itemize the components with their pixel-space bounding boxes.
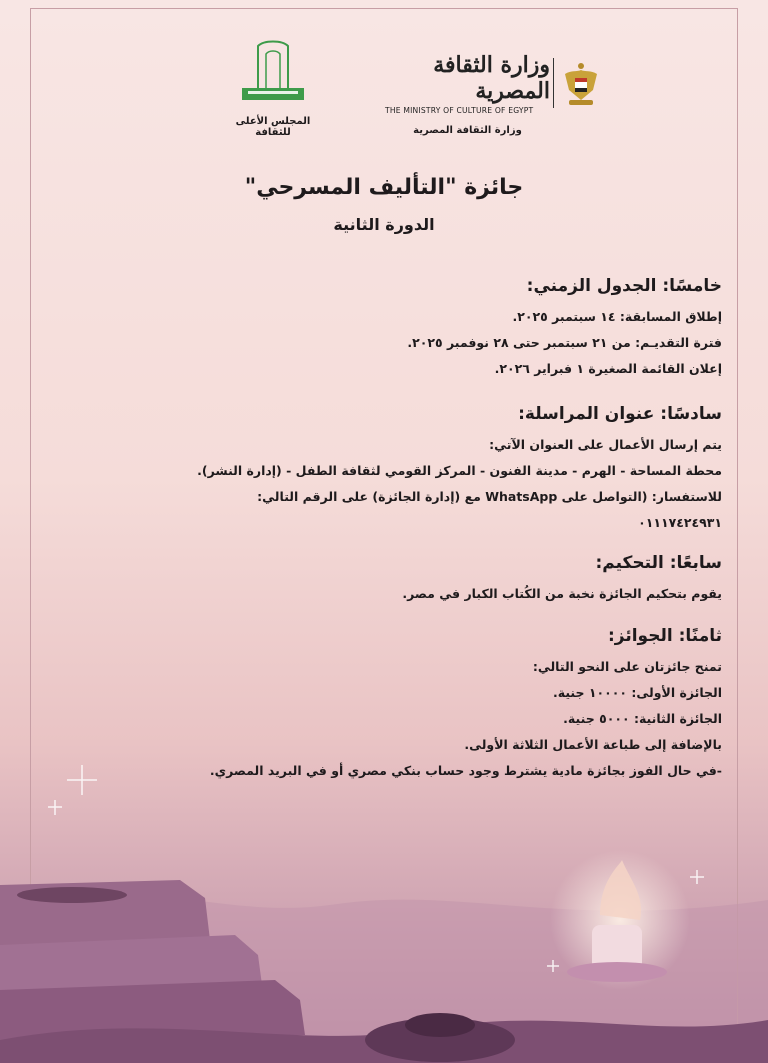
section-line: تمنح جائزتان على النحو التالي: bbox=[532, 659, 722, 674]
section-line: الجائزة الأولى: ١٠٠٠٠ جنية. bbox=[553, 685, 722, 700]
section-line: بالإضافة إلى طباعة الأعمال الثلاثة الأولى. bbox=[464, 737, 722, 752]
section-mailing-address bbox=[122, 402, 722, 536]
section-line: للاستفسار: (التواصل على WhatsApp مع (إدارة الجائزة) على الرقم التالي: bbox=[257, 489, 722, 504]
phone-number: ٠١١١٧٤٢٤٩٣١ bbox=[638, 515, 722, 530]
section-line: محطة المساحة - الهرم - مدينة الفنون - المركز القومي لثقافة الطفل - (إدارة النشر). bbox=[197, 463, 722, 478]
section-line: الجائزة الثانية: ٥٠٠٠ جنية. bbox=[563, 711, 722, 726]
section-judging bbox=[122, 551, 722, 607]
ministry-caption: وزارة الثقافة المصرية bbox=[413, 125, 522, 136]
supreme-council-logo bbox=[228, 40, 318, 138]
council-emblem-icon bbox=[238, 40, 308, 104]
logo-separator bbox=[553, 58, 554, 108]
section-heading: سابعًا: التحكيم: bbox=[595, 553, 722, 573]
document-title: جائزة "التأليف المسرحي" bbox=[244, 175, 524, 200]
ministry-english-name: THE MINISTRY OF CULTURE OF EGYPT bbox=[385, 106, 534, 115]
section-heading: خامسًا: الجدول الزمني: bbox=[526, 276, 722, 296]
section-timeline bbox=[122, 274, 722, 382]
section-heading: سادسًا: عنوان المراسلة: bbox=[518, 404, 722, 424]
council-caption: المجلس الأعلى للثقافة bbox=[235, 116, 311, 138]
section-line: يقوم بتحكيم الجائزة نخبة من الكُتاب الكبار في مصر. bbox=[402, 586, 722, 601]
section-line: إطلاق المسابقة: ١٤ سبتمبر ٢٠٢٥. bbox=[512, 309, 722, 324]
section-prizes bbox=[122, 624, 722, 784]
document-subtitle: الدورة الثانية bbox=[333, 215, 435, 234]
egypt-eagle-icon bbox=[563, 60, 599, 108]
section-heading: ثامنًا: الجوائز: bbox=[607, 626, 722, 646]
ministry-logo-text: وزارة الثقافة المصرية bbox=[433, 52, 550, 104]
section-line: يتم إرسال الأعمال على العنوان الآتي: bbox=[489, 437, 722, 452]
section-line: -في حال الفوز بجائزة مادية يشترط وجود حساب بنكي مصري أو في البريد المصري. bbox=[209, 763, 722, 778]
section-line: إعلان القائمة الصغيرة ١ فبراير ٢٠٢٦. bbox=[494, 361, 722, 376]
section-line: فترة التقديـم: من ٢١ سبتمبر حتى ٢٨ نوفمبر ٢٠٢٥. bbox=[407, 335, 722, 350]
